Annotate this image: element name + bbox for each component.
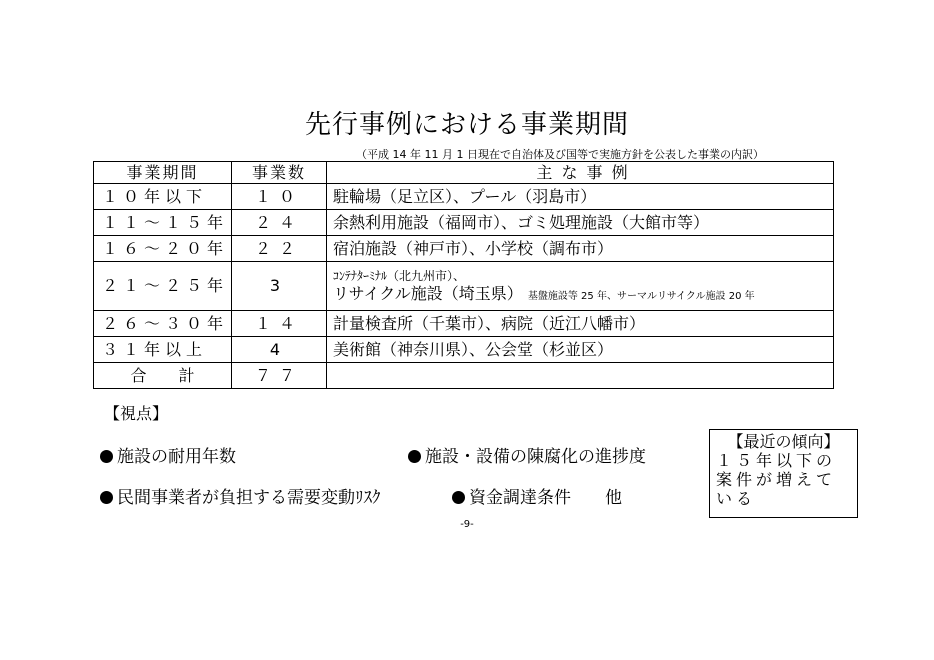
- row-count: ２４: [232, 210, 327, 236]
- viewpoint-item: [100, 442, 236, 467]
- bullet-icon: [452, 491, 465, 504]
- row-examples: 計量検査所（千葉市）、病院（近江八幡市）: [327, 311, 834, 337]
- viewpoint-item: [452, 483, 622, 508]
- row-examples: 駐輪場（足立区）、プール（羽島市）: [327, 184, 834, 210]
- viewpoint-item: [408, 442, 646, 467]
- row-period: ３１年以上: [94, 337, 232, 363]
- viewpoint-text: 施設・設備の陳腐化の進捗度: [425, 447, 646, 467]
- row-count: 3: [232, 262, 327, 311]
- header-count: 事業数: [232, 162, 327, 184]
- document-title: 先行事例における事業期間: [304, 110, 629, 140]
- table-row: [94, 236, 834, 262]
- example-text: リサイクル施設（埼玉県）: [333, 283, 523, 303]
- row-examples: [327, 262, 834, 311]
- row-count: ２２: [232, 236, 327, 262]
- viewpoint-item: [100, 483, 381, 508]
- total-count: ７７: [232, 363, 327, 389]
- viewpoint-text: 施設の耐用年数: [117, 447, 236, 467]
- row-period: １６～２０年: [94, 236, 232, 262]
- table-row: [94, 337, 834, 363]
- example-line-1: ｺﾝﾃﾅﾀｰﾐﾅﾙ（北九州市）、: [333, 269, 466, 284]
- trend-text: １５年以下の案件が増えている: [716, 451, 837, 508]
- row-period: ２６～３０年: [94, 311, 232, 337]
- example-note: 基盤施設等 25 年、サーマルリサイクル施設 20 年: [527, 290, 755, 302]
- table-total-row: [94, 363, 834, 389]
- row-examples: 余熱利用施設（福岡市）、ゴミ処理施設（大館市等）: [327, 210, 834, 236]
- row-examples: 宿泊施設（神戸市）、小学校（調布市）: [327, 236, 834, 262]
- viewpoint-text: 資金調達条件 他: [469, 488, 622, 508]
- table-row: [94, 262, 834, 311]
- table-header-row: [94, 162, 834, 184]
- row-period: １０年以下: [94, 184, 232, 210]
- row-examples: 美術館（神奈川県）、公会堂（杉並区）: [327, 337, 834, 363]
- header-examples: 主 な 事 例: [327, 162, 834, 184]
- bullet-icon: [408, 450, 421, 463]
- row-period: １１～１５年: [94, 210, 232, 236]
- bullet-icon: [100, 491, 113, 504]
- table-row: [94, 210, 834, 236]
- viewpoint-heading: 【視点】: [104, 404, 169, 423]
- project-period-table: [93, 161, 834, 389]
- table-row: [94, 184, 834, 210]
- total-examples: [327, 363, 834, 389]
- page-number: -9-: [460, 519, 474, 530]
- table-note: （平成 14 年 11 月 1 日現在で自治体及び国等で実施方針を公表した事業の内訳）: [356, 148, 764, 161]
- row-count: １０: [232, 184, 327, 210]
- row-count: 4: [232, 337, 327, 363]
- table-row: [94, 311, 834, 337]
- example-line-2: [333, 284, 833, 303]
- bullet-icon: [100, 450, 113, 463]
- viewpoint-text: 民間事業者が負担する需要変動ﾘｽｸ: [117, 488, 381, 508]
- row-count: １４: [232, 311, 327, 337]
- recent-trend-box: [709, 429, 858, 518]
- trend-heading: 【最近の傾向】: [727, 432, 840, 451]
- header-period: 事業期間: [94, 162, 232, 184]
- row-period: ２１～２５年: [94, 262, 232, 311]
- total-label: 合 計: [94, 363, 232, 389]
